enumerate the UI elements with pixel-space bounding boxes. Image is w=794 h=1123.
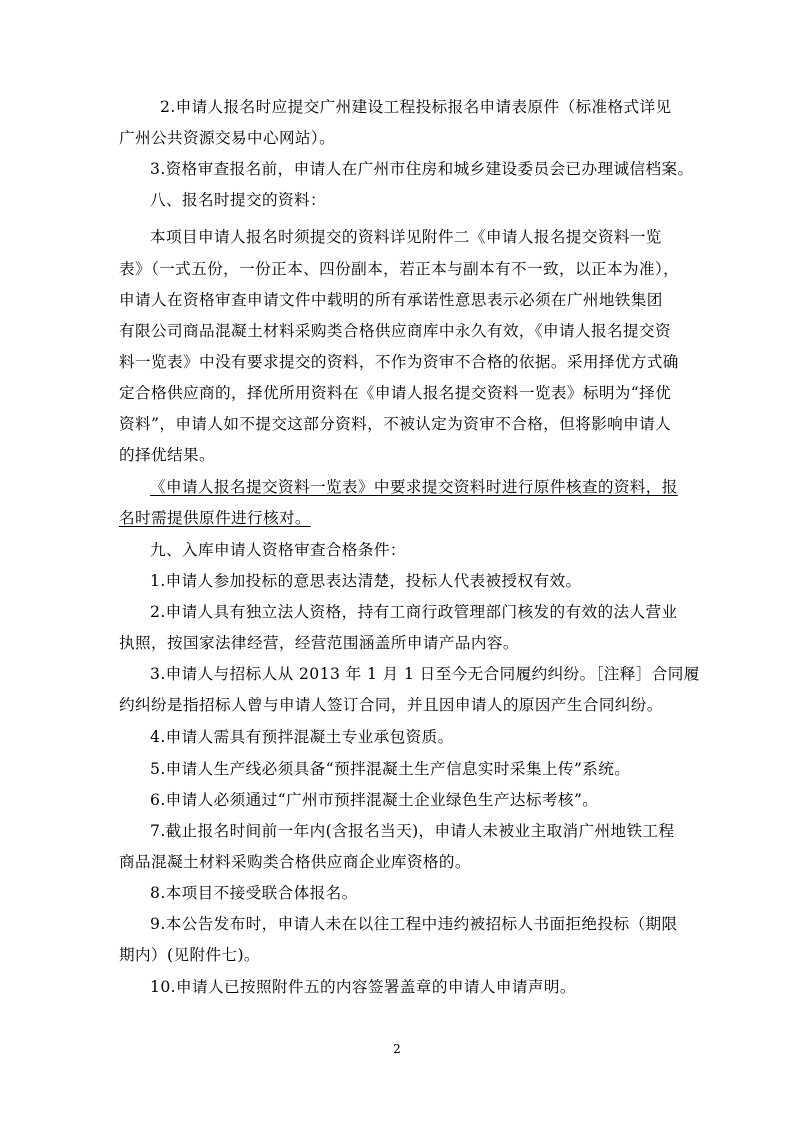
list-item: 10.申请人已按照附件五的内容签署盖章的申请人申请声明。	[150, 978, 576, 996]
list-item: 5.申请人生产线必须具备“预拌混凝土生产信息实时采集上传”系统。	[150, 760, 631, 778]
paragraph-line: 商品混凝土材料采购类合格供应商企业库资格的。	[119, 853, 471, 871]
paragraph-line: 资料”，申请人如不提交这部分资料，不被认定为资审不合格，但将影响申请人	[119, 415, 672, 433]
list-item: 7.截止报名时间前一年内(含报名当天)，申请人未被业主取消广州地铁工程	[150, 822, 675, 840]
list-item: 6.申请人必须通过“广州市预拌混凝土企业绿色生产达标考核”。	[150, 791, 599, 809]
underlined-line: 《申请人报名提交资料一览表》中要求提交资料时进行原件核查的资料，报	[150, 478, 678, 496]
paragraph-line: 广州公共资源交易中心网站）。	[119, 129, 336, 147]
paragraph-line: 3.资格审查报名前，申请人在广州市住房和城乡建设委员会已办理诚信档案。	[150, 160, 694, 178]
section-heading: 八、报名时提交的资料：	[150, 191, 326, 209]
paragraph-line: 本项目申请人报名时须提交的资料详见附件二《申请人报名提交资料一览	[150, 228, 662, 246]
section-heading: 九、入库申请人资格审查合格条件：	[150, 541, 406, 559]
list-item: 2.申请人具有独立法人资格，持有工商行政管理部门核发的有效的法人营业	[150, 603, 678, 621]
paragraph-line: 表》（一式五份，一份正本、四份副本，若正本与副本有不一致，以正本为准），	[119, 260, 680, 278]
list-item: 9.本公告发布时，申请人未在以往工程中违约被招标人书面拒绝投标（期限	[150, 915, 678, 933]
paragraph-line: 2.申请人报名时应提交广州建设工程投标报名申请表原件（标准格式详见	[160, 98, 672, 116]
paragraph-line: 申请人在资格审查申请文件中载明的所有承诺性意思表示必须在广州地铁集团	[119, 291, 663, 309]
paragraph-line: 执照，按国家法律经营，经营范围涵盖所申请产品内容。	[119, 634, 519, 652]
paragraph-line: 的择优结果。	[119, 446, 215, 464]
paragraph-line: 期内）(见附件七)。	[119, 946, 260, 964]
paragraph-line: 约纠纷是指招标人曾与申请人签订合同，并且因申请人的原因产生合同纠纷。	[119, 696, 663, 714]
list-item: 4.申请人需具有预拌混凝土专业承包资质。	[150, 728, 454, 746]
list-item: 1.申请人参加投标的意思表达清楚，投标人代表被授权有效。	[150, 572, 582, 590]
paragraph-line: 定合格供应商的，择优所用资料在《申请人报名提交资料一览表》标明为“择优	[119, 384, 672, 402]
paragraph-line: 料一览表》中没有要求提交的资料，不作为资审不合格的依据。采用择优方式确	[119, 353, 679, 371]
list-item: 8.本项目不接受联合体报名。	[150, 884, 358, 902]
page-number: 2	[393, 1042, 401, 1056]
paragraph-line: 有限公司商品混凝土材料采购类合格供应商库中永久有效，《申请人报名提交资	[119, 322, 671, 340]
underlined-line: 名时需提供原件进行核对。	[119, 509, 311, 527]
list-item: 3.申请人与招标人从 2013 年 1 月 1 日至今无合同履约纠纷。［注释］合同履	[150, 665, 700, 683]
